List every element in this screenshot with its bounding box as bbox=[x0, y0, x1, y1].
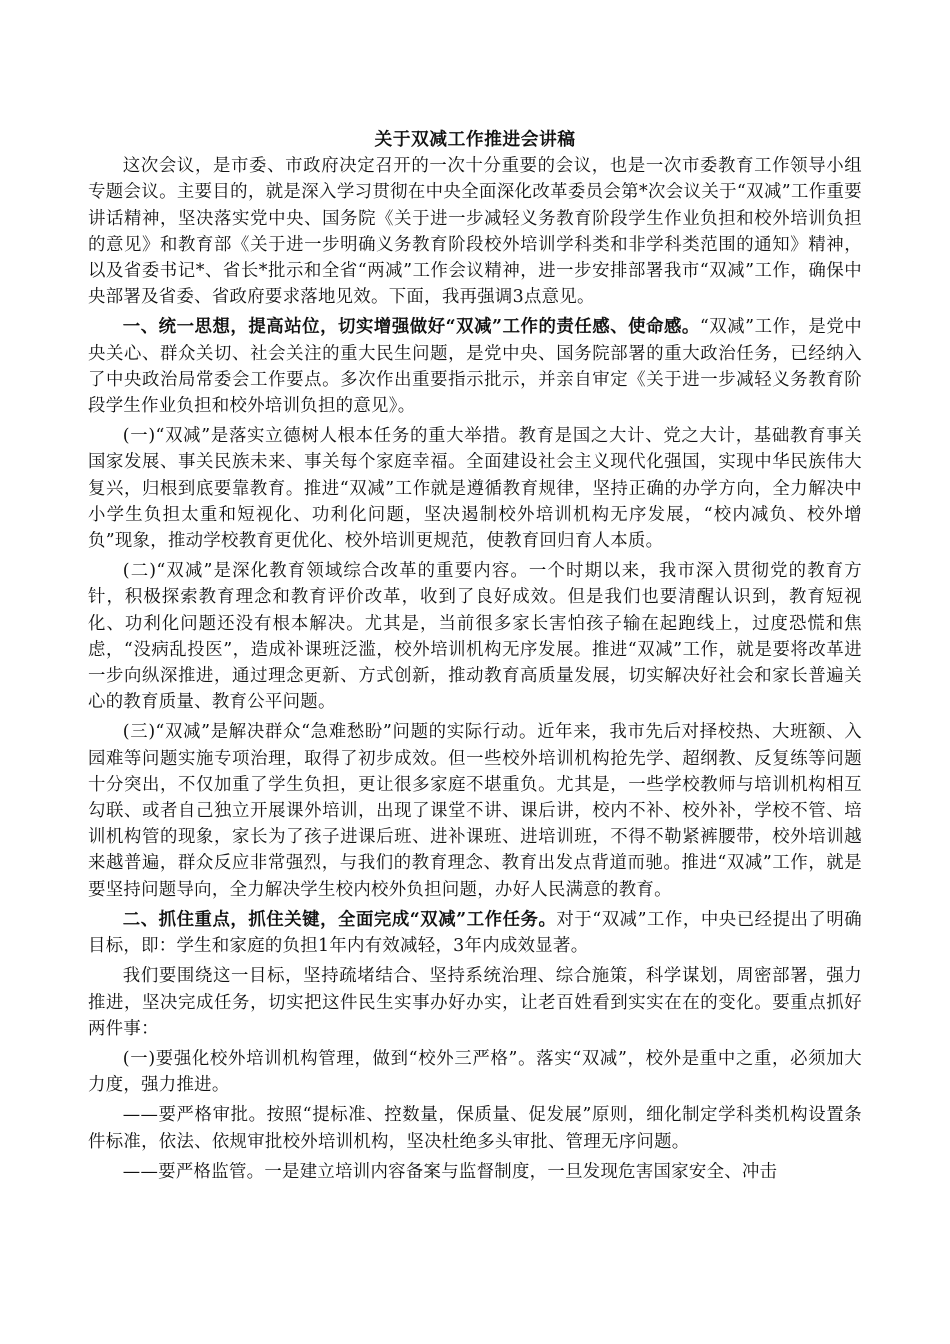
paragraph bbox=[88, 153, 862, 310]
paragraph bbox=[88, 1102, 862, 1154]
paragraph bbox=[88, 907, 862, 959]
paragraph bbox=[88, 963, 862, 1042]
paragraph bbox=[88, 423, 862, 554]
paragraph-text: 对于“双减”工作，中央已经提出了明确目标，即：学生和家庭的负担1年内有效减轻，3年内成效显著。 bbox=[88, 909, 862, 957]
paragraph-text: (二)“双减”是深化教育领域综合改革的重要内容。一个时期以来，我市深入贯彻党的教育方针，积极探索教育理念和教育评价改革，收到了良好成效。但是我们也要清醒认识到，教育短视化、功利化问题还没有根本解决。尤其是，当前很多家长害怕孩子输在起跑线上，过度恐慌和焦虑，“没病乱投医”，造成补课班泛滥，校外培训机构无序发展。推进“双减”工作，就是要将改革进一步向纵深推进，通过理念更新、方式创新，推动教育高质量发展，切实解决好社会和家长普遍关心的教育质量、教育公平问题。 bbox=[88, 561, 862, 713]
document-page bbox=[88, 127, 862, 1189]
paragraph-text: (三)“双减”是解决群众“急难愁盼”问题的实际行动。近年来，我市先后对择校热、大班额、入园难等问题实施专项治理，取得了初步成效。但一些校外培训机构抢先学、超纲教、反复练等问题十分突出，不仅加重了学生负担，更让很多家庭不堪重负。尤其是，一些学校教师与培训机构相互勾联、或者自己独立开展课外培训，出现了课堂不讲、课后讲，校内不补、校外补，学校不管、培训机构管的现象，家长为了孩子进课后班、进补课班、进培训班，不得不勒紧裤腰带，校外培训越来越普遍，群众反应非常强烈，与我们的教育理念、教育出发点背道而驰。推进“双减”工作，就是要坚持问题导向，全力解决学生校内校外负担问题，办好人民满意的教育。 bbox=[88, 722, 862, 900]
paragraph-text: “双减”工作，是党中央关心、群众关切、社会关注的重大民生问题，是党中央、国务院部署的重大政治任务，已经纳入了中央政治局常委会工作要点。多次作出重要指示批示，并亲自审定《关于进一步减轻义务教育阶段学生作业负担和校外培训负担的意见》。 bbox=[88, 317, 862, 417]
document-title: 关于双减工作推进会讲稿 bbox=[374, 129, 576, 150]
paragraph-text: ——要严格监管。一是建立培训内容备案与监督制度，一旦发现危害国家安全、冲击 bbox=[122, 1161, 778, 1182]
paragraph-text: (一)“双减”是落实立德树人根本任务的重大举措。教育是国之大计、党之大计，基础教育事关国家发展、事关民族未来、事关每个家庭幸福。全面建设社会主义现代化强国，实现中华民族伟大复兴，归根到底要靠教育。推进“双减”工作就是遵循教育规律，坚持正确的办学方向，全力解决中小学生负担太重和短视化、功利化问题，坚决遏制校外培训机构无序发展，“校内减负、校外增负”现象，推动学校教育更优化、校外培训更规范，使教育回归育人本质。 bbox=[88, 426, 862, 552]
paragraph bbox=[88, 719, 862, 902]
paragraph bbox=[88, 1046, 862, 1098]
document-body bbox=[88, 153, 862, 1185]
paragraph-text: (一)要强化校外培训机构管理，做到“校外三严格”。落实“双减”，校外是重中之重，必须加大力度，强力推进。 bbox=[88, 1048, 862, 1096]
paragraph-text: ——要严格审批。按照“提标准、控数量，保质量、促发展”原则，细化制定学科类机构设置条件标准，依法、依规审批校外培训机构，坚决杜绝多头审批、管理无序问题。 bbox=[88, 1105, 862, 1152]
section-heading: 二、抓住重点，抓住关键，全面完成“双减”工作任务。 bbox=[122, 909, 557, 930]
paragraph bbox=[88, 314, 862, 419]
paragraph bbox=[88, 558, 862, 715]
section-heading: 一、统一思想，提高站位，切实增强做好“双减”工作的责任感、使命感。 bbox=[122, 317, 700, 338]
paragraph bbox=[88, 1159, 862, 1185]
paragraph-text: 我们要围绕这一目标，坚持疏堵结合、坚持系统治理、综合施策，科学谋划，周密部署，强力推进，坚决完成任务，切实把这件民生实事办好办实，让老百姓看到实实在在的变化。要重点抓好两件事： bbox=[88, 966, 862, 1039]
paragraph-text: 这次会议，是市委、市政府决定召开的一次十分重要的会议，也是一次市委教育工作领导小组专题会议。主要目的，就是深入学习贯彻在中央全面深化改革委员会第*次会议关于“双减”工作重要讲话精神，坚决落实党中央、国务院《关于进一步减轻义务教育阶段学生作业负担和校外培训负担的意见》和教育部《关于进一步明确义务教育阶段校外培训学科类和非学科类范围的通知》精神，以及省委书记*、省长*批示和全省“两减”工作会议精神，进一步安排部署我市“双减”工作，确保中央部署及省委、省政府要求落地见效。下面，我再强调3点意见。 bbox=[88, 156, 862, 308]
